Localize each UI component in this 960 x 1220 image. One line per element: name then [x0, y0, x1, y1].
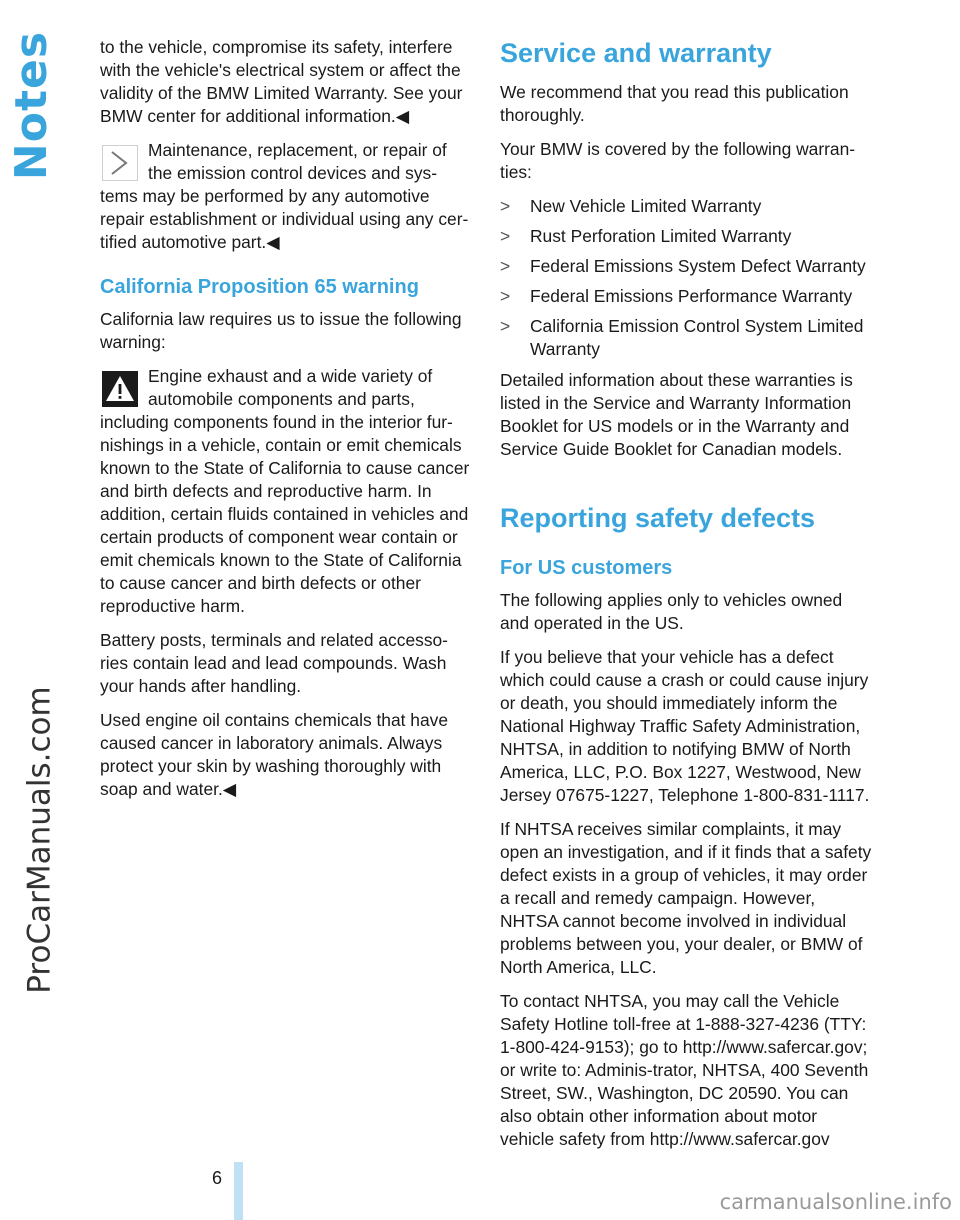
us-customers-heading: For US customers — [500, 557, 673, 579]
list-item — [500, 285, 874, 308]
us-paragraph-4: To contact NHTSA, you may call the Vehicle Safety Hotline toll-free at 1-888-327-4236 (TTY: 1-800-424-9153); go to http://www.safercar.gov; or write to: Adminis-trator, NHTSA, 400 Seventh Street, SW., Washington, DC 20590. You can also obtain other information about motor vehicle safety from http://www.safercar.gov — [500, 991, 869, 1149]
us-paragraph-1: The following applies only to vehicles owned and operated in the US. — [500, 590, 843, 633]
footer-watermark: carmanualsonline.info — [719, 1190, 952, 1214]
side-watermark — [10, 640, 70, 1040]
list-item — [500, 315, 874, 361]
bullet-arrow-icon: > — [500, 256, 511, 276]
warranty-list — [500, 195, 874, 361]
warranty-item-text: Rust Perforation Limited Warranty — [530, 226, 792, 246]
list-item — [500, 255, 874, 278]
us-paragraph-2: If you believe that your vehicle has a defect which could cause a crash or could cause injury or death, you should immediately inform the National Highway Traffic Safety Administration, NHTSA, in addition to notifying BMW of North America, LLC, P.O. Box 1227, Westwood, New Jersey 07675-1227, Telephone 1-800-831-1117. — [500, 647, 870, 805]
us-paragraph-3: If NHTSA receives similar complaints, it may open an investigation, and if it finds that a safety defect exists in a group of vehicles, it may order a recall and remedy campaign. However, NHTSA cannot become involved in individual problems between you, your dealer, or BMW of North America, LLC. — [500, 819, 872, 977]
note-lead-text: Maintenance, replacement, or repair of the emission control devices and sys- — [148, 140, 447, 183]
note-block — [100, 139, 470, 254]
warranty-item-text: New Vehicle Limited Warranty — [530, 196, 762, 216]
note-rest-text: tems may be performed by any automotive repair establishment or individual using any cer-tified automotive part.◀ — [100, 186, 469, 252]
service-paragraph-2: Your BMW is covered by the following warran-ties: — [500, 139, 856, 182]
intro-paragraph: to the vehicle, compromise its safety, interfere with the vehicle's electrical system or affect the validity of the BMW Limited Warranty. See your BMW center for additional information.◀ — [100, 37, 463, 126]
side-watermark-text: ProCarManuals.com — [22, 686, 58, 994]
oil-paragraph: Used engine oil contains chemicals that have caused cancer in laboratory animals. Always protect your skin by washing thoroughly with soap and water.◀ — [100, 710, 449, 799]
left-column — [100, 36, 470, 812]
service-paragraph-1: We recommend that you read this publication thoroughly. — [500, 82, 849, 125]
right-column — [500, 36, 874, 1162]
section-tab-notes — [2, 30, 62, 180]
prop65-intro: California law requires us to issue the following warning: — [100, 309, 462, 352]
warranty-item-text: California Emission Control System Limited Warranty — [530, 316, 864, 359]
service-warranty-heading: Service and warranty — [500, 38, 772, 68]
warranty-item-text: Federal Emissions Performance Warranty — [530, 286, 853, 306]
service-paragraph-3: Detailed information about these warranties is listed in the Service and Warranty Information Booklet for US models or in the Warranty and Service Guide Booklet for Canadian models. — [500, 370, 853, 459]
bullet-arrow-icon: > — [500, 196, 511, 216]
warning-triangle-icon — [102, 371, 138, 407]
bullet-arrow-icon: > — [500, 316, 511, 336]
list-item — [500, 195, 874, 218]
section-tab-label: Notes — [6, 30, 58, 180]
battery-paragraph: Battery posts, terminals and related accesso-ries contain lead and lead compounds. Wash your hands after handling. — [100, 630, 448, 696]
prop65-heading: California Proposition 65 warning — [100, 276, 419, 298]
warranty-item-text: Federal Emissions System Defect Warranty — [530, 256, 866, 276]
warning-block — [100, 365, 470, 618]
warning-lead-text: Engine exhaust and a wide variety of automobile components and parts, — [148, 366, 433, 409]
safety-defects-heading: Reporting safety defects — [500, 503, 816, 533]
list-item — [500, 225, 874, 248]
bullet-arrow-icon: > — [500, 286, 511, 306]
page-number: 6 — [212, 1168, 223, 1188]
warning-rest-text: including components found in the interior fur-nishings in a vehicle, contain or emit chemicals known to the State of California to cause cancer and birth defects and reproductive harm. In addition, certain fluids contained in vehicles and certain products of component wear contain or emit chemicals known to the State of California to cause cancer and birth defects or other reproductive harm. — [100, 412, 470, 616]
page-number-bar — [234, 1162, 243, 1220]
bullet-arrow-icon: > — [500, 226, 511, 246]
note-arrow-icon — [102, 145, 138, 181]
